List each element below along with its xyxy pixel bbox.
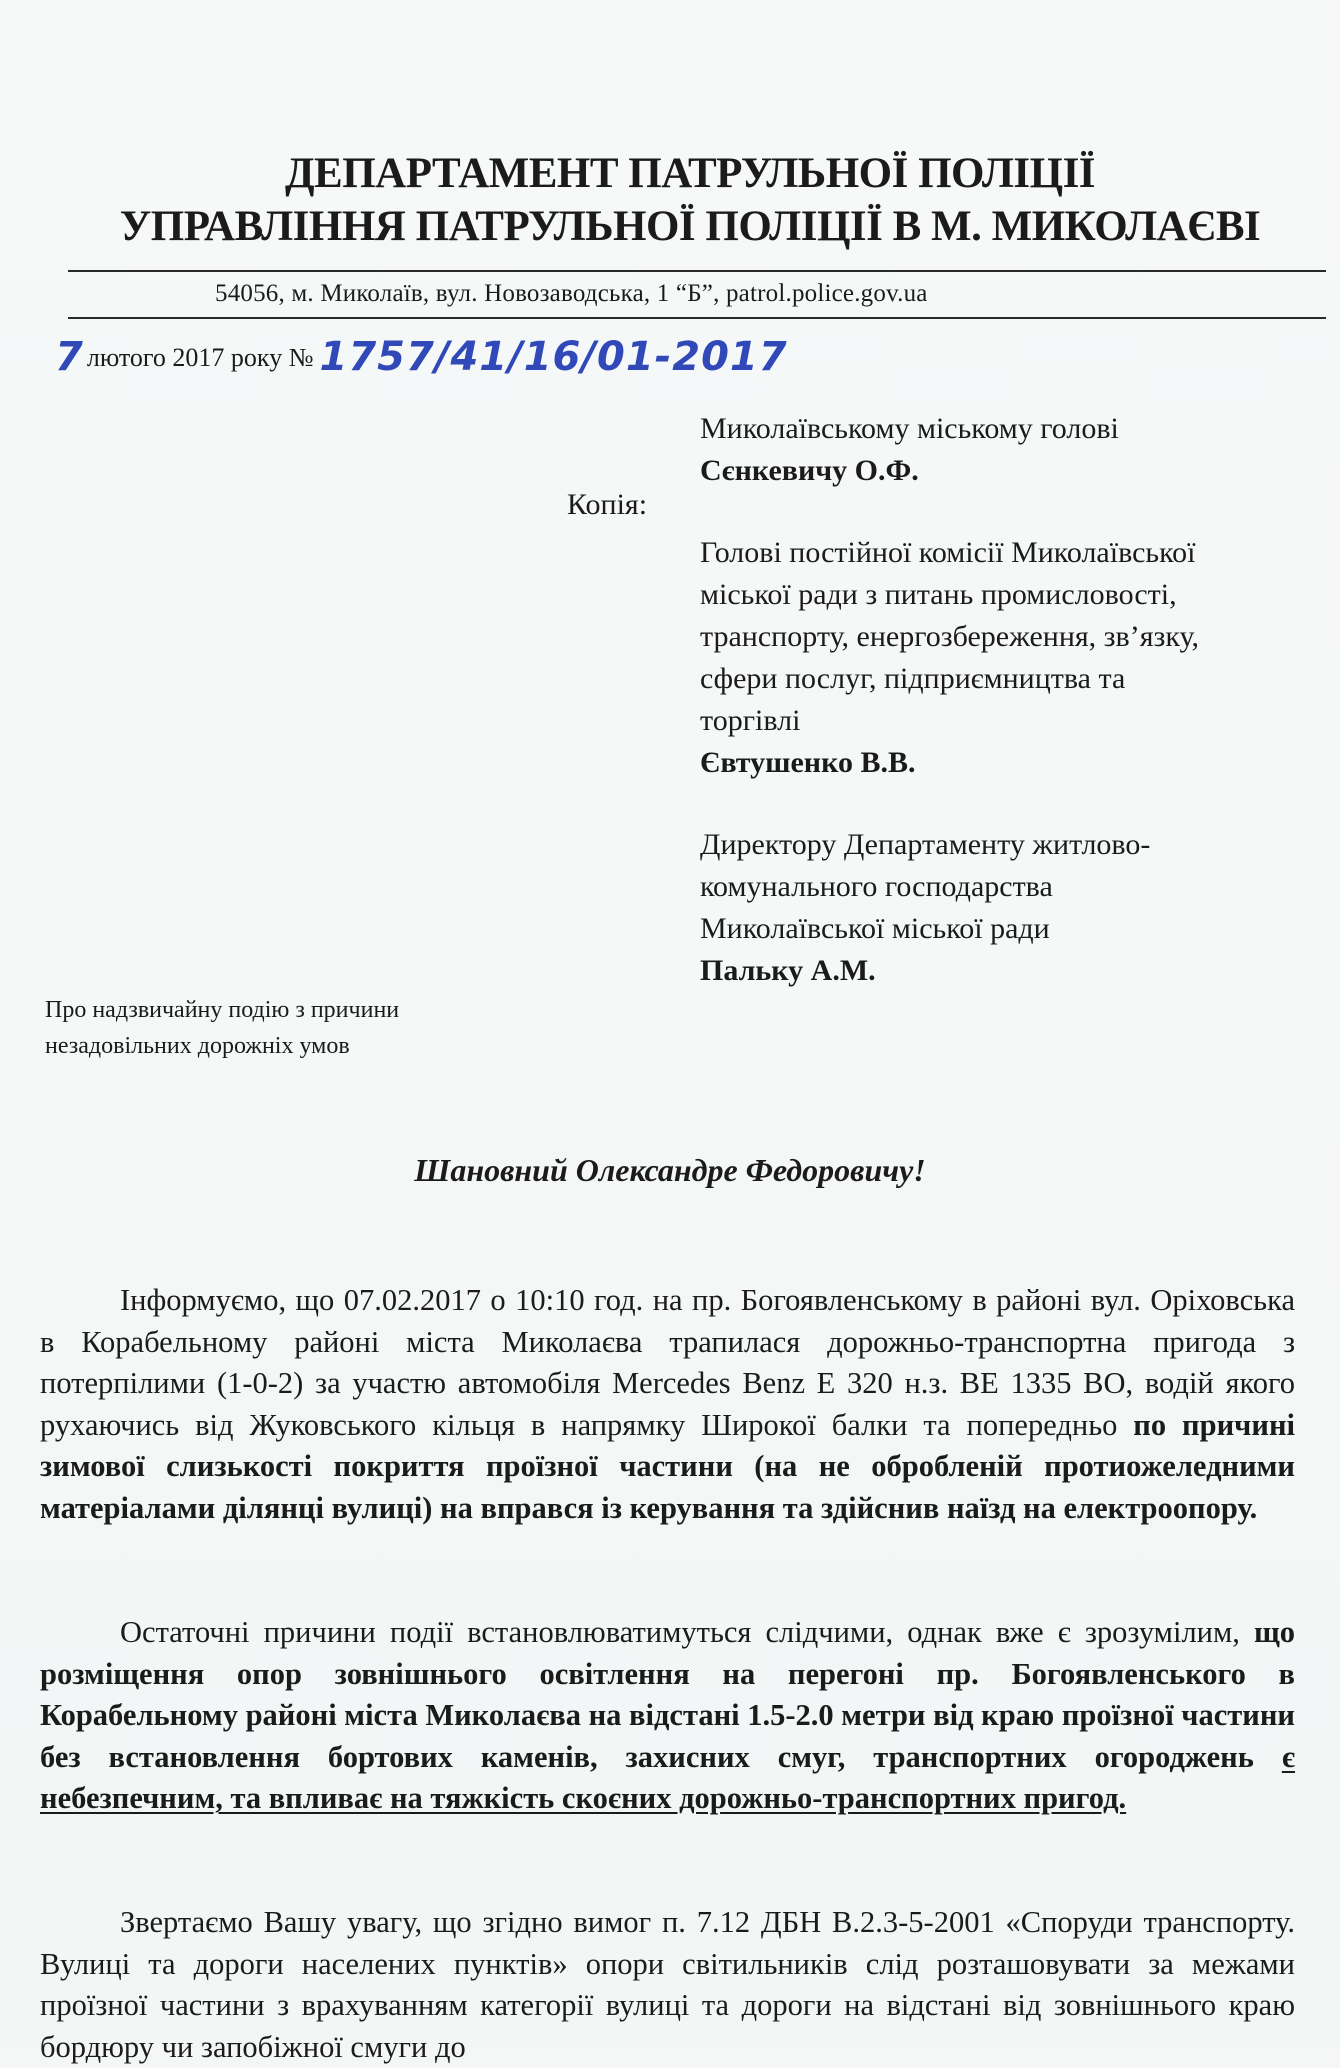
p1-bold: по причині зимової слизькості покриття проїзної частини (на не обробленій протиожеледними матеріалами ділянці вулиці) на вправся із керування та здійснив наїзд на електроопору.: [40, 1407, 1295, 1525]
copy2-name: Пальку А.М.: [700, 954, 876, 987]
recipients-block: [700, 408, 1320, 992]
copy1-line: Голові постійної комісії Миколаївської: [700, 536, 1196, 569]
body-paragraph-1: [40, 1280, 1295, 1529]
spacer: [700, 784, 1320, 824]
handwritten-reg-number: 1757/41/16/01-2017: [319, 334, 788, 380]
letter-subject: [45, 992, 565, 1064]
date-text: лютого 2017 року №: [86, 343, 314, 372]
p3-text: Звертаємо Вашу увагу, що згідно вимог п. 7.12 ДБН В.2.3-5-2001 «Споруди транспорту. Вулиці та дороги населених пунктів» опори світильників слід розташовувати за межами проїзної частини з врахуванням категорії вулиці та дороги на відстані від зовнішнього краю бордюру чи запобіжної смуги до: [40, 1905, 1295, 2064]
copy1-name: Євтушенко В.В.: [700, 746, 916, 779]
recipient-title: Миколаївському міському голові: [700, 412, 1119, 445]
org-title-department: ДЕПАРТАМЕНТ ПАТРУЛЬНОЇ ПОЛІЦІЇ: [284, 150, 1096, 197]
copy1-line: сфери послуг, підприємництва та: [700, 662, 1126, 695]
header-rule-bottom: [68, 317, 1326, 319]
dateline: [55, 330, 788, 380]
copy1-line: торгівлі: [700, 704, 801, 737]
p2-plain: Остаточні причини події встановлюватимуться слідчими, однак вже є зрозумілим,: [120, 1615, 1254, 1649]
subject-line: незадовільних дорожніх умов: [45, 1033, 350, 1059]
copy2-line: Миколаївської міської ради: [700, 912, 1050, 945]
handwritten-day: 7: [55, 334, 83, 380]
copy1-line: міської ради з питань промисловості,: [700, 578, 1177, 611]
p1-plain: Інформуємо, що 07.02.2017 о 10:10 год. на пр. Богоявленському в районі вул. Оріховська в Корабельному районі міста Миколаєва трапилася дорожньо-транспортна пригода з потерпілими (1-0-2) за участю автомобіля Mercedes Benz E 320 н.з. ВЕ 1335 ВО, водій якого рухаючись від Жуковського кільця в напрямку Широкої балки та попередньо: [40, 1283, 1295, 1442]
spacer: [700, 492, 1320, 532]
org-address: 54056, м. Миколаїв, вул. Новозаводська, 1 “Б”, patrol.police.gov.ua: [215, 280, 928, 307]
copy2-line: Директору Департаменту житлово-: [700, 828, 1151, 861]
body-paragraph-3: [40, 1902, 1295, 2068]
greeting: Шановний Олександре Федоровичу!: [414, 1152, 926, 1188]
p2-bold-underlined: є небезпечним, та впливає на тяжкість скоєних дорожньо-транспортних пригод.: [40, 1739, 1295, 1815]
body-paragraph-2: [40, 1612, 1295, 1820]
copy-label: Копія:: [567, 488, 648, 521]
subject-line: Про надзвичайну подію з причини: [45, 997, 400, 1023]
recipient-name: Сєнкевичу О.Ф.: [700, 454, 919, 487]
copy1-line: транспорту, енергозбереження, зв’язку,: [700, 620, 1199, 653]
org-title-directorate: УПРАВЛІННЯ ПАТРУЛЬНОЇ ПОЛІЦІЇ В М. МИКОЛАЄВІ: [119, 203, 1261, 250]
header-rule-top: [68, 270, 1326, 272]
copy2-line: комунального господарства: [700, 870, 1053, 903]
p2-bold: що розміщення опор зовнішнього освітлення на перегоні пр. Богоявленського в Корабельному районі міста Миколаєва на відстані 1.5-2.0 метри від краю проїзної частини без встановлення бортових каменів, захисних смуг, транспортних огороджень: [40, 1615, 1295, 1774]
